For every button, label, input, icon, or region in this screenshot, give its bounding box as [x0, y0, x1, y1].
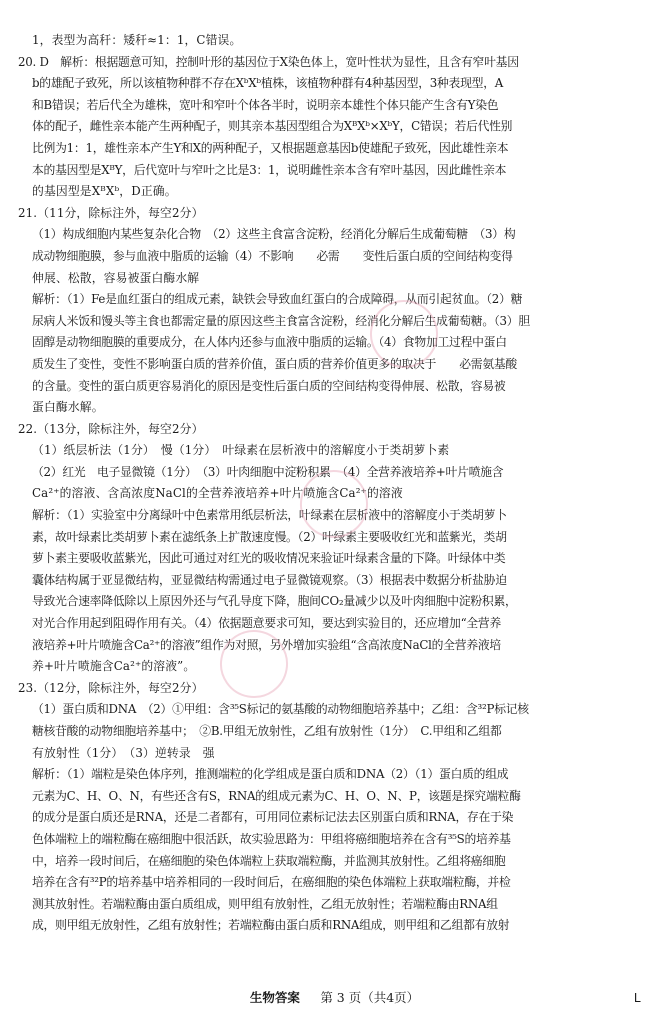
q22-answer-line: （2）红光 电子显微镜（1分） （3）叶肉细胞中淀粉积累 （4）全营养液培养+叶片喷施含: [32, 464, 504, 479]
q23-analysis-line: 元素为C、H、O、N，有些还含有S，RNA的组成元素为C、H、O、N、P，该题是探究端粒酶: [32, 788, 521, 803]
text-line: 1，表型为高秆：矮秆≈1：1，C错误。: [32, 33, 242, 47]
q21-answer-line: 伸展、松散，容易被蛋白酶水解: [32, 270, 200, 285]
section-top: [18, 30, 650, 203]
q20-line: 20. D 解析：根据题意可知，控制叶形的基因位于X染色体上，宽叶性状为显性，且含有窄叶基因: [18, 54, 519, 69]
q22-heading: 22.（13分，除标注外，每空2分）: [18, 421, 204, 436]
q22-analysis-line: 对光合作用起到阻碍作用有关。（4）依据题意要求可知，要达到实验目的，还应增加“全营养: [32, 616, 502, 631]
q23-heading: 23.（12分，除标注外，每空2分）: [18, 680, 204, 695]
footer-page-number: 第 3 页（共4页）: [320, 990, 420, 1005]
q22-analysis-line: 养+叶片喷施含Ca²⁺的溶液”。: [32, 659, 196, 674]
q21-analysis-line: 蛋白酶水解。: [32, 400, 104, 415]
section-q22: [18, 419, 650, 678]
q23-analysis-line: 的成分是蛋白质还是RNA，还是二者都有，可用同位素标记法去区别蛋白质和RNA，存在于染: [32, 810, 514, 825]
q21-answer-line: （1）构成细胞内某些复杂化合物 （2）这些主食富含淀粉，经消化分解后生成葡萄糖 （3）构: [32, 227, 516, 242]
q22-analysis-line: 囊体结构属于亚显微结构，亚显微结构需通过电子显微镜观察。（3）根据表中数据分析盐胁迫: [32, 572, 507, 587]
section-q23: [18, 678, 650, 937]
q20-line: b的雄配子致死，所以该植物种群不存在XᵇXᵇ植株，该植物种群有4种基因型，3种表现型，A: [32, 76, 504, 91]
footer-title: 生物答案: [249, 990, 300, 1005]
page-footer: [0, 988, 669, 1008]
q23-analysis-line: 成，则甲组无放射性，乙组有放射性；若端粒酶由蛋白质和RNA组成，则甲组和乙组都有放射: [32, 918, 510, 933]
q20-line: 比例为1：1，雄性亲本产生Y和X的两种配子，又根据题意基因b使雄配子致死，因此雄性亲本: [32, 140, 509, 155]
q23-analysis-line: 色体端粒上的端粒酶在癌细胞中很活跃，故实验思路为：甲组将癌细胞培养在含有³⁵S的培养基: [32, 831, 511, 846]
q21-analysis-line: 解析：（1）Fe是血红蛋白的组成元素，缺铁会导致血红蛋白的合成障碍，从而引起贫血。（2）糖: [32, 292, 523, 307]
q20-line: 体的配子，雌性亲本能产生两种配子，则其亲本基因型组合为XᴮXᵇ×XᵇY，C错误；若后代性别: [32, 119, 513, 134]
q22-analysis-line: 解析：（1）实验室中分离绿叶中色素常用纸层析法，叶绿素在层析液中的溶解度小于类胡萝卜: [32, 508, 507, 523]
section-q21: [18, 203, 650, 419]
q22-analysis-line: 导致光合速率降低除以上原因外还与气孔导度下降，胞间CO₂量减少以及叶肉细胞中淀粉积累，: [32, 594, 517, 609]
q21-heading: 21.（11分，除标注外，每空2分）: [18, 205, 204, 220]
q20-line: 和B错误；若后代全为雄株，宽叶和窄叶个体各半时，说明亲本雄性个体只能产生含有Y染色: [32, 97, 499, 112]
q20-line: 本的基因型是XᴮY，后代宽叶与窄叶之比是3：1，说明雌性亲本含有窄叶基因，因此雌性亲本: [32, 162, 507, 177]
q21-analysis-line: 尿病人米饭和馒头等主食也都需定量的原因这些主食富含淀粉，经消化分解后生成葡萄糖。（3）胆: [32, 313, 530, 328]
q22-answer-line: （1）纸层析法（1分） 慢（1分） 叶绿素在层析液中的溶解度小于类胡萝卜素: [32, 443, 450, 458]
q23-analysis-line: 培养在含有³²P的培养基中培养相同的一段时间后，在癌细胞的染色体端粒上获取端粒酶，并检: [32, 875, 511, 890]
q22-analysis-line: 萝卜素主要吸收蓝紫光，因此可通过对红光的吸收情况来验证叶绿素含量的下降。叶绿体中类: [32, 551, 506, 566]
q22-analysis-line: 素，故叶绿素比类胡萝卜素在滤纸条上扩散速度慢。（2）叶绿素主要吸收红光和蓝紫光，类胡: [32, 529, 507, 544]
q21-answer-line: 成动物细胞膜，参与血液中脂质的运输（4）不影响 必需 变性后蛋白质的空间结构变得: [32, 248, 513, 263]
q23-analysis-line: 测其放射性。若端粒酶由蛋白质组成，则甲组有放射性，乙组无放射性；若端粒酶由RNA组: [32, 896, 498, 911]
q21-analysis-line: 的含量。变性的蛋白质更容易消化的原因是变性后蛋白质的空间结构变得伸展、松散，容易被: [32, 378, 506, 393]
q23-answer-line: （1）蛋白质和DNA （2）①甲组：含³⁵S标记的氨基酸的动物细胞培养基中；乙组：含³²P标记核: [32, 702, 529, 717]
q21-analysis-line: 固醇是动物细胞膜的重要成分，在人体内还参与血液中脂质的运输。（4）食物加工过程中蛋白: [32, 335, 507, 350]
q22-answer-line: Ca²⁺的溶液、含高浓度NaCl的全营养液培养+叶片喷施含Ca²⁺的溶液: [32, 486, 403, 501]
q20-line: 的基因型是XᴮXᵇ，D正确。: [32, 184, 177, 199]
q23-analysis-line: 解析：（1）端粒是染色体序列，推测端粒的化学组成是蛋白质和DNA（2）（1）蛋白质的组成: [32, 767, 509, 782]
q23-analysis-line: 中，培养一段时间后，在癌细胞的染色体端粒上获取端粒酶，并监测其放射性。乙组将癌细胞: [32, 853, 506, 868]
q23-answer-line: 有放射性（1分） （3）逆转录 强: [32, 745, 215, 760]
footer-version-mark: L: [634, 991, 641, 1005]
q21-analysis-line: 质发生了变性，变性不影响蛋白质的营养价值，蛋白质的营养价值更多的取决于 必需氨基酸: [32, 356, 517, 371]
q22-analysis-line: 液培养+叶片喷施含Ca²⁺的溶液”组作为对照，另外增加实验组“含高浓度NaCl的全营养液培: [32, 637, 501, 652]
q23-answer-line: 糖核苷酸的动物细胞培养基中； ②B.甲组无放射性，乙组有放射性（1分） C.甲组和乙组都: [32, 724, 502, 738]
